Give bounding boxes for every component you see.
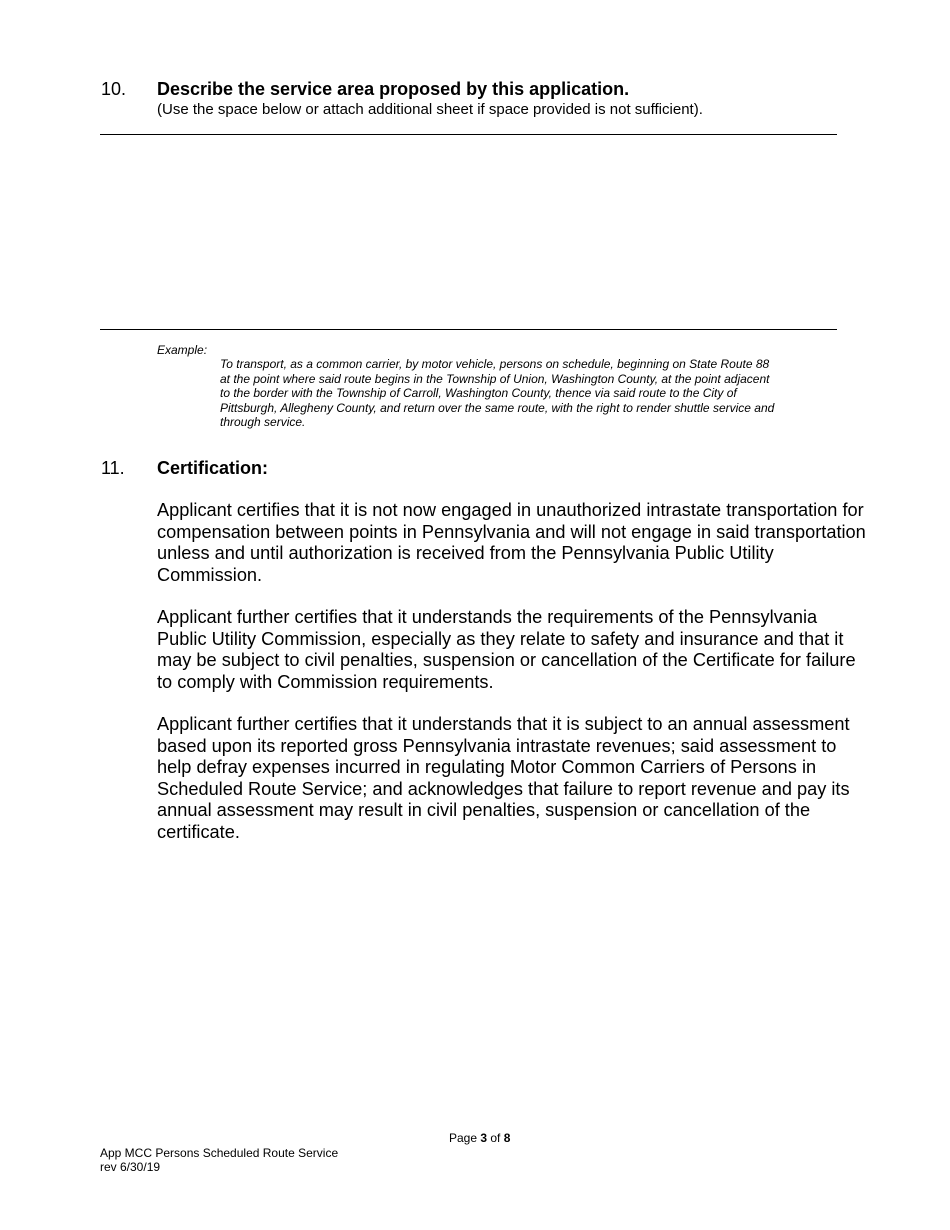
footer-form-info [100,1146,338,1174]
section-10-title: Describe the service area proposed by this application. [157,79,630,99]
certification-paragraph-3: Applicant further certifies that it understands that it is subject to an annual assessment based upon its reported gross Pennsylvania intrastate revenues; said assessment to help defray expenses incurred in regulating Motor Common Carriers of Persons in Scheduled Route Service; and acknowledges that failure to report revenue and pay its annual assessment may result in civil penalties, suspension or cancellation of the certificate. [157,714,850,842]
section-11-title: Certification: [157,458,269,478]
example-text: To transport, as a common carrier, by motor vehicle, persons on schedule, beginning on State Route 88 at the point where said route begins in the Township of Union, Washington County, at the point adjacent to the border with the Township of Carroll, Washington County, thence via said route to the City of Pittsburgh, Allegheny County, and return over the same route, with the right to render shuttle service and through service. [220,357,775,430]
section-10-instruction: (Use the space below or attach additional sheet if space provided is not sufficient). [157,101,703,118]
page-current: 3 [480,1131,488,1145]
certification-paragraph-1: Applicant certifies that it is not now engaged in unauthorized intrastate transportation for compensation between points in Pennsylvania and will not engage in said transportation unless and until authorization is received from the Pennsylvania Public Utility Commission. [157,500,866,585]
section-11-number: 11. [101,458,125,478]
answer-area-top-rule [100,134,837,135]
page-prefix: Page [449,1131,481,1145]
page-total: 8 [503,1131,511,1145]
certification-paragraph-2: Applicant further certifies that it understands the requirements of the Pennsylvania Public Utility Commission, especially as they relate to safety and insurance and that it may be subject to civil penalties, suspension or cancellation of the Certificate for failure to comply with Commission requirements. [157,607,856,692]
form-revision: rev 6/30/19 [100,1160,161,1174]
form-name: App MCC Persons Scheduled Route Service [100,1146,339,1160]
page-number [449,1131,510,1145]
example-label: Example: [157,343,208,357]
section-10-number: 10. [101,79,127,99]
answer-area-bottom-rule [100,329,837,330]
page-of: of [487,1131,504,1145]
